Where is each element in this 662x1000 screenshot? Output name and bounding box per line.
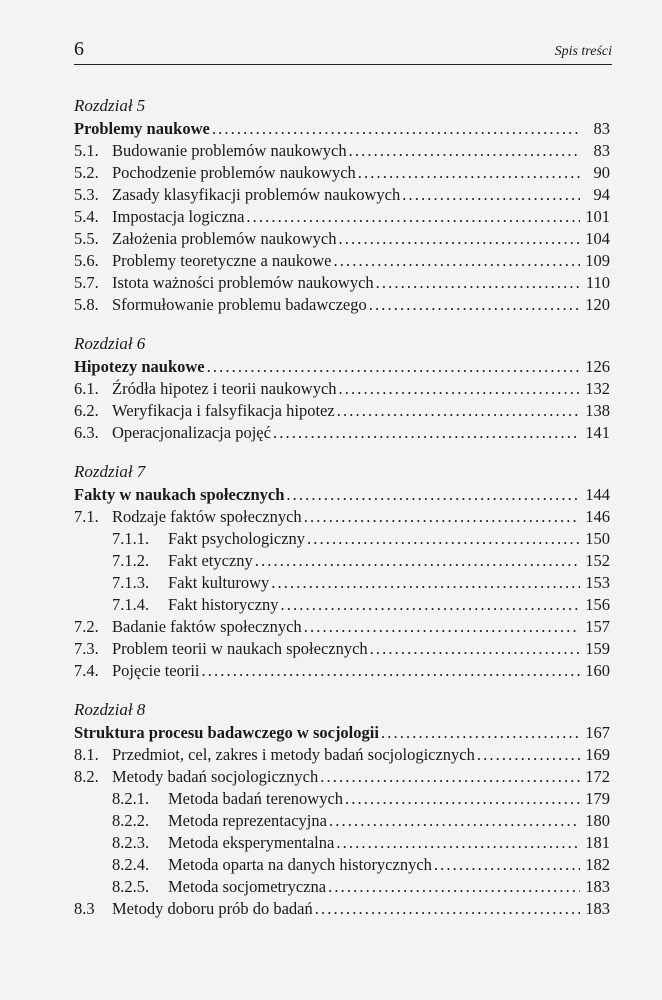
toc-entry-row — [74, 528, 610, 550]
entry-page-number: 126 — [585, 357, 610, 376]
toc-entry-row — [74, 162, 610, 184]
entry-number: 5.8. — [74, 295, 99, 314]
dot-leader — [255, 550, 580, 572]
toc-entry-row — [74, 638, 610, 660]
entry-number: 7.1.2. — [112, 551, 150, 570]
dot-leader — [273, 422, 580, 444]
entry-page-number: 183 — [585, 899, 610, 918]
entry-title: Zasady klasyfikacji problemów naukowych — [112, 185, 401, 204]
chapter-section — [74, 698, 610, 920]
dot-leader — [376, 272, 580, 294]
dot-leader — [320, 766, 580, 788]
entry-title: Fakt historyczny — [168, 595, 279, 614]
entry-number: 8.2.1. — [112, 789, 150, 808]
chapter-title-row — [74, 356, 610, 378]
dot-leader — [345, 788, 580, 810]
entry-page-number: 94 — [593, 185, 610, 204]
chapter-label: Rozdział 8 — [74, 700, 146, 719]
running-title: Spis treści — [554, 44, 612, 59]
entry-title: Sformułowanie problemu badawczego — [112, 295, 367, 314]
entry-page-number: 150 — [585, 529, 610, 548]
entry-number: 5.2. — [74, 163, 99, 182]
entry-page-number: 132 — [585, 379, 610, 398]
entry-title: Metoda badań terenowych — [168, 789, 344, 808]
entry-page-number: 109 — [585, 251, 610, 270]
entry-number: 7.1.4. — [112, 595, 150, 614]
toc-entry-row — [74, 660, 610, 682]
toc-entry-row — [74, 788, 610, 810]
entry-title: Pojęcie teorii — [112, 661, 200, 680]
entry-title: Pochodzenie problemów naukowych — [112, 163, 356, 182]
chapter-section — [74, 332, 610, 444]
entry-number: 7.1.3. — [112, 573, 150, 592]
entry-number: 8.2.2. — [112, 811, 150, 830]
entry-number: 5.5. — [74, 229, 99, 248]
entry-page-number: 160 — [585, 661, 610, 680]
entry-page-number: 141 — [585, 423, 610, 442]
entry-page-number: 180 — [585, 811, 610, 830]
entry-title: Badanie faktów społecznych — [112, 617, 302, 636]
entry-title: Hipotezy naukowe — [74, 357, 205, 376]
entry-title: Rodzaje faktów społecznych — [112, 507, 302, 526]
toc-entry-row — [74, 228, 610, 250]
entry-page-number: 146 — [585, 507, 610, 526]
dot-leader — [434, 854, 580, 876]
entry-page-number: 157 — [585, 617, 610, 636]
entry-number: 6.3. — [74, 423, 99, 442]
dot-leader — [369, 294, 580, 316]
toc-entry-row — [74, 140, 610, 162]
entry-number: 7.2. — [74, 617, 99, 636]
entry-title: Metody doboru prób do badań — [112, 899, 313, 918]
entry-title: Impostacja logiczna — [112, 207, 245, 226]
dot-leader — [328, 876, 580, 898]
entry-title: Operacjonalizacja pojęć — [112, 423, 271, 442]
table-of-contents — [74, 94, 610, 936]
entry-page-number: 167 — [585, 723, 610, 742]
chapter-label: Rozdział 6 — [74, 334, 146, 353]
entry-title: Metoda oparta na danych historycznych — [168, 855, 432, 874]
entry-number: 5.4. — [74, 207, 99, 226]
entry-page-number: 152 — [585, 551, 610, 570]
page-number: 6 — [74, 38, 84, 60]
dot-leader — [246, 206, 580, 228]
entry-title: Założenia problemów naukowych — [112, 229, 337, 248]
entry-title: Problem teorii w naukach społecznych — [112, 639, 368, 658]
toc-entry-row — [74, 294, 610, 316]
toc-entry-row — [74, 594, 610, 616]
dot-leader — [358, 162, 580, 184]
entry-number: 7.4. — [74, 661, 99, 680]
entry-number: 8.3 — [74, 899, 95, 918]
dot-leader — [207, 356, 580, 378]
dot-leader — [271, 572, 580, 594]
dot-leader — [336, 832, 580, 854]
entry-page-number: 156 — [585, 595, 610, 614]
entry-number: 5.1. — [74, 141, 99, 160]
entry-number: 8.2.3. — [112, 833, 150, 852]
dot-leader — [349, 140, 580, 162]
entry-page-number: 83 — [593, 141, 610, 160]
entry-title: Problemy naukowe — [74, 119, 210, 138]
toc-entry-row — [74, 250, 610, 272]
dot-leader — [339, 378, 580, 400]
entry-page-number: 120 — [585, 295, 610, 314]
entry-number: 6.1. — [74, 379, 99, 398]
entry-page-number: 182 — [585, 855, 610, 874]
chapter-title-row — [74, 484, 610, 506]
entry-number: 5.3. — [74, 185, 99, 204]
dot-leader — [307, 528, 580, 550]
chapter-section — [74, 460, 610, 682]
toc-entry-row — [74, 506, 610, 528]
entry-title: Fakt psychologiczny — [168, 529, 306, 548]
entry-number: 8.2.4. — [112, 855, 150, 874]
dot-leader — [304, 616, 580, 638]
dot-leader — [315, 898, 580, 920]
entry-title: Problemy teoretyczne a naukowe — [112, 251, 332, 270]
toc-entry-row — [74, 572, 610, 594]
toc-entry-row — [74, 378, 610, 400]
entry-title: Weryfikacja i falsyfikacja hipotez — [112, 401, 335, 420]
entry-title: Fakty w naukach społecznych — [74, 485, 285, 504]
entry-title: Metoda socjometryczna — [168, 877, 327, 896]
entry-title: Źródła hipotez i teorii naukowych — [112, 379, 337, 398]
entry-number: 7.1. — [74, 507, 99, 526]
entry-number: 6.2. — [74, 401, 99, 420]
entry-title: Budowanie problemów naukowych — [112, 141, 347, 160]
toc-entry-row — [74, 876, 610, 898]
entry-page-number: 169 — [585, 745, 610, 764]
entry-page-number: 183 — [585, 877, 610, 896]
toc-entry-row — [74, 854, 610, 876]
toc-entry-row — [74, 400, 610, 422]
entry-page-number: 138 — [585, 401, 610, 420]
dot-leader — [477, 744, 580, 766]
toc-entry-row — [74, 422, 610, 444]
entry-page-number: 181 — [585, 833, 610, 852]
dot-leader — [329, 810, 580, 832]
chapter-title-row — [74, 722, 610, 744]
dot-leader — [337, 400, 580, 422]
toc-entry-row — [74, 832, 610, 854]
entry-title: Fakt kulturowy — [168, 573, 270, 592]
chapter-section — [74, 94, 610, 316]
running-header — [74, 34, 612, 65]
toc-entry-row — [74, 184, 610, 206]
dot-leader — [381, 722, 580, 744]
dot-leader — [202, 660, 580, 682]
dot-leader — [280, 594, 580, 616]
toc-entry-row — [74, 272, 610, 294]
entry-number: 8.1. — [74, 745, 99, 764]
toc-entry-row — [74, 766, 610, 788]
entry-number: 8.2. — [74, 767, 99, 786]
entry-title: Fakt etyczny — [168, 551, 253, 570]
entry-page-number: 144 — [585, 485, 610, 504]
entry-title: Metoda reprezentacyjna — [168, 811, 327, 830]
dot-leader — [333, 250, 580, 272]
toc-entry-row — [74, 206, 610, 228]
dot-leader — [304, 506, 580, 528]
toc-entry-row — [74, 616, 610, 638]
entry-number: 5.7. — [74, 273, 99, 292]
toc-entry-row — [74, 550, 610, 572]
dot-leader — [339, 228, 580, 250]
chapter-label: Rozdział 5 — [74, 96, 146, 115]
entry-page-number: 159 — [585, 639, 610, 658]
chapter-label: Rozdział 7 — [74, 462, 146, 481]
entry-number: 5.6. — [74, 251, 99, 270]
entry-page-number: 153 — [585, 573, 610, 592]
entry-title: Istota ważności problemów naukowych — [112, 273, 374, 292]
entry-title: Przedmiot, cel, zakres i metody badań socjologicznych — [112, 745, 475, 764]
entry-number: 7.1.1. — [112, 529, 150, 548]
entry-title: Metody badań socjologicznych — [112, 767, 319, 786]
entry-page-number: 110 — [585, 273, 610, 292]
entry-page-number: 101 — [585, 207, 610, 226]
entry-page-number: 83 — [593, 119, 610, 138]
dot-leader — [286, 484, 580, 506]
entry-page-number: 104 — [585, 229, 610, 248]
chapter-title-row — [74, 118, 610, 140]
entry-title: Metoda eksperymentalna — [168, 833, 335, 852]
dot-leader — [402, 184, 580, 206]
toc-entry-row — [74, 744, 610, 766]
dot-leader — [212, 118, 580, 140]
entry-title: Struktura procesu badawczego w socjologii — [74, 723, 379, 742]
entry-number: 7.3. — [74, 639, 99, 658]
dot-leader — [370, 638, 580, 660]
entry-page-number: 179 — [585, 789, 610, 808]
toc-entry-row — [74, 810, 610, 832]
entry-page-number: 90 — [593, 163, 610, 182]
entry-page-number: 172 — [585, 767, 610, 786]
toc-entry-row — [74, 898, 610, 920]
entry-number: 8.2.5. — [112, 877, 150, 896]
